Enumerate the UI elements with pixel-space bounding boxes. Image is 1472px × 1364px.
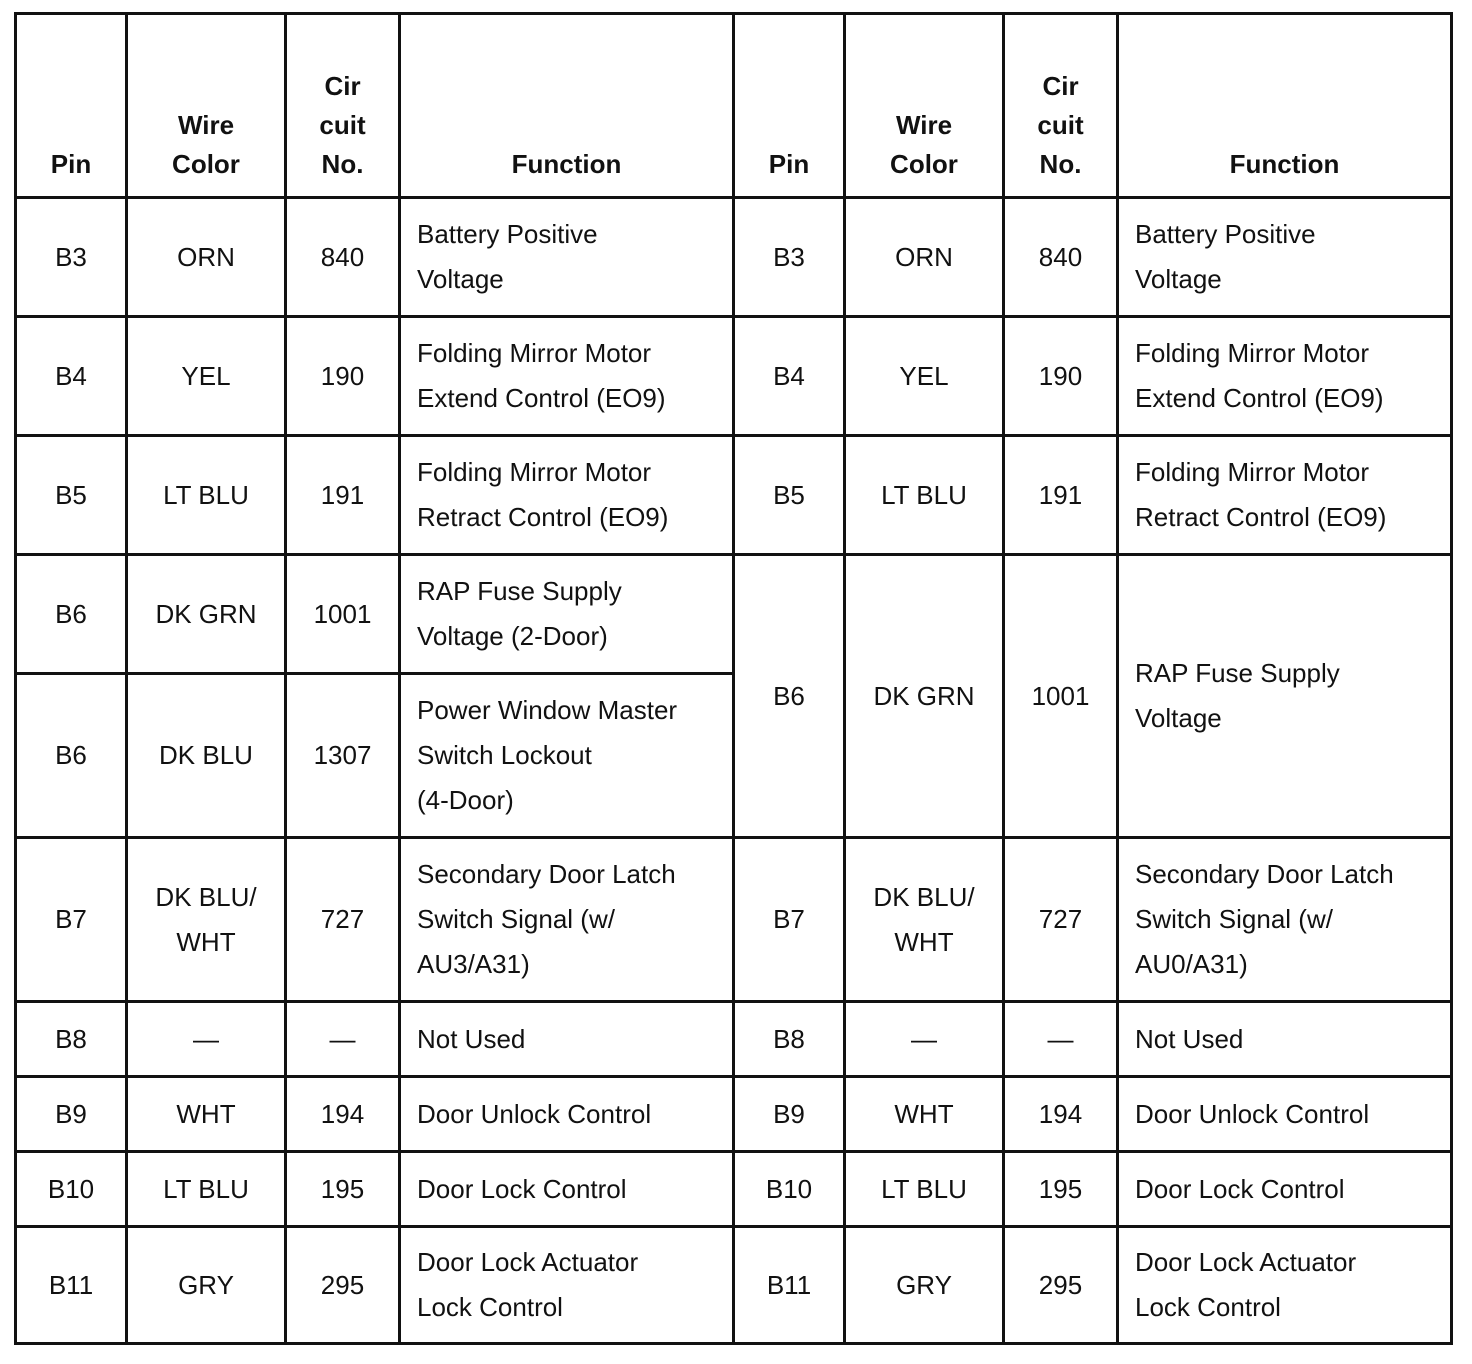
pin-cell: B10 bbox=[16, 1152, 127, 1227]
pin-cell: B4 bbox=[16, 317, 127, 436]
wire-color-cell: DK GRN bbox=[127, 555, 286, 674]
wire-color-cell: GRY bbox=[845, 1227, 1004, 1344]
circuit-cell: 194 bbox=[1004, 1077, 1118, 1152]
function-cell: Folding Mirror Motor Retract Control (EO9) bbox=[400, 436, 734, 555]
wire-color-cell: YEL bbox=[127, 317, 286, 436]
table-row bbox=[16, 838, 1452, 1002]
function-cell: Door Unlock Control bbox=[1118, 1077, 1452, 1152]
header-circuit-left: Cir cuit No. bbox=[286, 14, 400, 198]
pin-cell: B4 bbox=[734, 317, 845, 436]
wire-color-cell: YEL bbox=[845, 317, 1004, 436]
function-cell: Door Lock Control bbox=[1118, 1152, 1452, 1227]
header-pin-right: Pin bbox=[734, 14, 845, 198]
circuit-cell: — bbox=[1004, 1002, 1118, 1077]
table-row bbox=[16, 555, 1452, 674]
wire-color-cell: — bbox=[845, 1002, 1004, 1077]
wire-color-cell: LT BLU bbox=[127, 436, 286, 555]
circuit-cell: 840 bbox=[286, 198, 400, 317]
header-wire-color-left: Wire Color bbox=[127, 14, 286, 198]
circuit-cell: 191 bbox=[286, 436, 400, 555]
connector-pinout-table bbox=[14, 12, 1453, 1345]
wire-color-cell: DK GRN bbox=[845, 555, 1004, 838]
wire-color-cell: DK BLU/ WHT bbox=[127, 838, 286, 1002]
header-function-right: Function bbox=[1118, 14, 1452, 198]
pin-cell: B7 bbox=[16, 838, 127, 1002]
wire-color-cell: LT BLU bbox=[845, 436, 1004, 555]
table-row bbox=[16, 1152, 1452, 1227]
circuit-cell: 195 bbox=[1004, 1152, 1118, 1227]
pin-cell: B3 bbox=[734, 198, 845, 317]
table-row bbox=[16, 317, 1452, 436]
circuit-cell: 191 bbox=[1004, 436, 1118, 555]
function-cell: RAP Fuse Supply Voltage bbox=[1118, 555, 1452, 838]
header-pin-left: Pin bbox=[16, 14, 127, 198]
header-row bbox=[16, 14, 1452, 198]
header-function-left: Function bbox=[400, 14, 734, 198]
pin-cell: B11 bbox=[734, 1227, 845, 1344]
function-cell: Not Used bbox=[1118, 1002, 1452, 1077]
function-cell: Secondary Door Latch Switch Signal (w/ AU0/A31) bbox=[1118, 838, 1452, 1002]
header-circuit-right: Cir cuit No. bbox=[1004, 14, 1118, 198]
wire-color-cell: ORN bbox=[845, 198, 1004, 317]
table-row bbox=[16, 1227, 1452, 1344]
function-cell: Door Lock Actuator Lock Control bbox=[1118, 1227, 1452, 1344]
circuit-cell: 840 bbox=[1004, 198, 1118, 317]
circuit-cell: 295 bbox=[1004, 1227, 1118, 1344]
function-cell: RAP Fuse Supply Voltage (2-Door) bbox=[400, 555, 734, 674]
circuit-cell: 727 bbox=[1004, 838, 1118, 1002]
function-cell: Door Lock Actuator Lock Control bbox=[400, 1227, 734, 1344]
pin-cell: B5 bbox=[16, 436, 127, 555]
circuit-cell: 194 bbox=[286, 1077, 400, 1152]
pin-cell: B7 bbox=[734, 838, 845, 1002]
function-cell: Folding Mirror Motor Retract Control (EO9) bbox=[1118, 436, 1452, 555]
pin-cell: B3 bbox=[16, 198, 127, 317]
pin-cell: B6 bbox=[16, 555, 127, 674]
function-cell: Secondary Door Latch Switch Signal (w/ AU3/A31) bbox=[400, 838, 734, 1002]
pin-cell: B6 bbox=[734, 555, 845, 838]
function-cell: Not Used bbox=[400, 1002, 734, 1077]
pin-cell: B6 bbox=[16, 674, 127, 838]
pin-cell: B8 bbox=[16, 1002, 127, 1077]
wire-color-cell: ORN bbox=[127, 198, 286, 317]
function-cell: Folding Mirror Motor Extend Control (EO9) bbox=[400, 317, 734, 436]
pin-cell: B5 bbox=[734, 436, 845, 555]
wire-color-cell: LT BLU bbox=[127, 1152, 286, 1227]
function-cell: Door Unlock Control bbox=[400, 1077, 734, 1152]
wire-color-cell: — bbox=[127, 1002, 286, 1077]
pin-cell: B9 bbox=[16, 1077, 127, 1152]
wire-color-cell: DK BLU/ WHT bbox=[845, 838, 1004, 1002]
function-cell: Folding Mirror Motor Extend Control (EO9) bbox=[1118, 317, 1452, 436]
circuit-cell: 190 bbox=[286, 317, 400, 436]
circuit-cell: — bbox=[286, 1002, 400, 1077]
circuit-cell: 195 bbox=[286, 1152, 400, 1227]
circuit-cell: 1001 bbox=[1004, 555, 1118, 838]
circuit-cell: 190 bbox=[1004, 317, 1118, 436]
header-wire-color-right: Wire Color bbox=[845, 14, 1004, 198]
wire-color-cell: WHT bbox=[127, 1077, 286, 1152]
circuit-cell: 1001 bbox=[286, 555, 400, 674]
circuit-cell: 727 bbox=[286, 838, 400, 1002]
wire-color-cell: DK BLU bbox=[127, 674, 286, 838]
table-row bbox=[16, 1077, 1452, 1152]
wire-color-cell: WHT bbox=[845, 1077, 1004, 1152]
circuit-cell: 1307 bbox=[286, 674, 400, 838]
function-cell: Door Lock Control bbox=[400, 1152, 734, 1227]
wire-color-cell: LT BLU bbox=[845, 1152, 1004, 1227]
wire-color-cell: GRY bbox=[127, 1227, 286, 1344]
table-row bbox=[16, 198, 1452, 317]
circuit-cell: 295 bbox=[286, 1227, 400, 1344]
table-row bbox=[16, 1002, 1452, 1077]
function-cell: Power Window Master Switch Lockout (4-Door) bbox=[400, 674, 734, 838]
function-cell: Battery Positive Voltage bbox=[400, 198, 734, 317]
pin-cell: B11 bbox=[16, 1227, 127, 1344]
pin-cell: B9 bbox=[734, 1077, 845, 1152]
function-cell: Battery Positive Voltage bbox=[1118, 198, 1452, 317]
pin-cell: B10 bbox=[734, 1152, 845, 1227]
pin-cell: B8 bbox=[734, 1002, 845, 1077]
table-row bbox=[16, 436, 1452, 555]
